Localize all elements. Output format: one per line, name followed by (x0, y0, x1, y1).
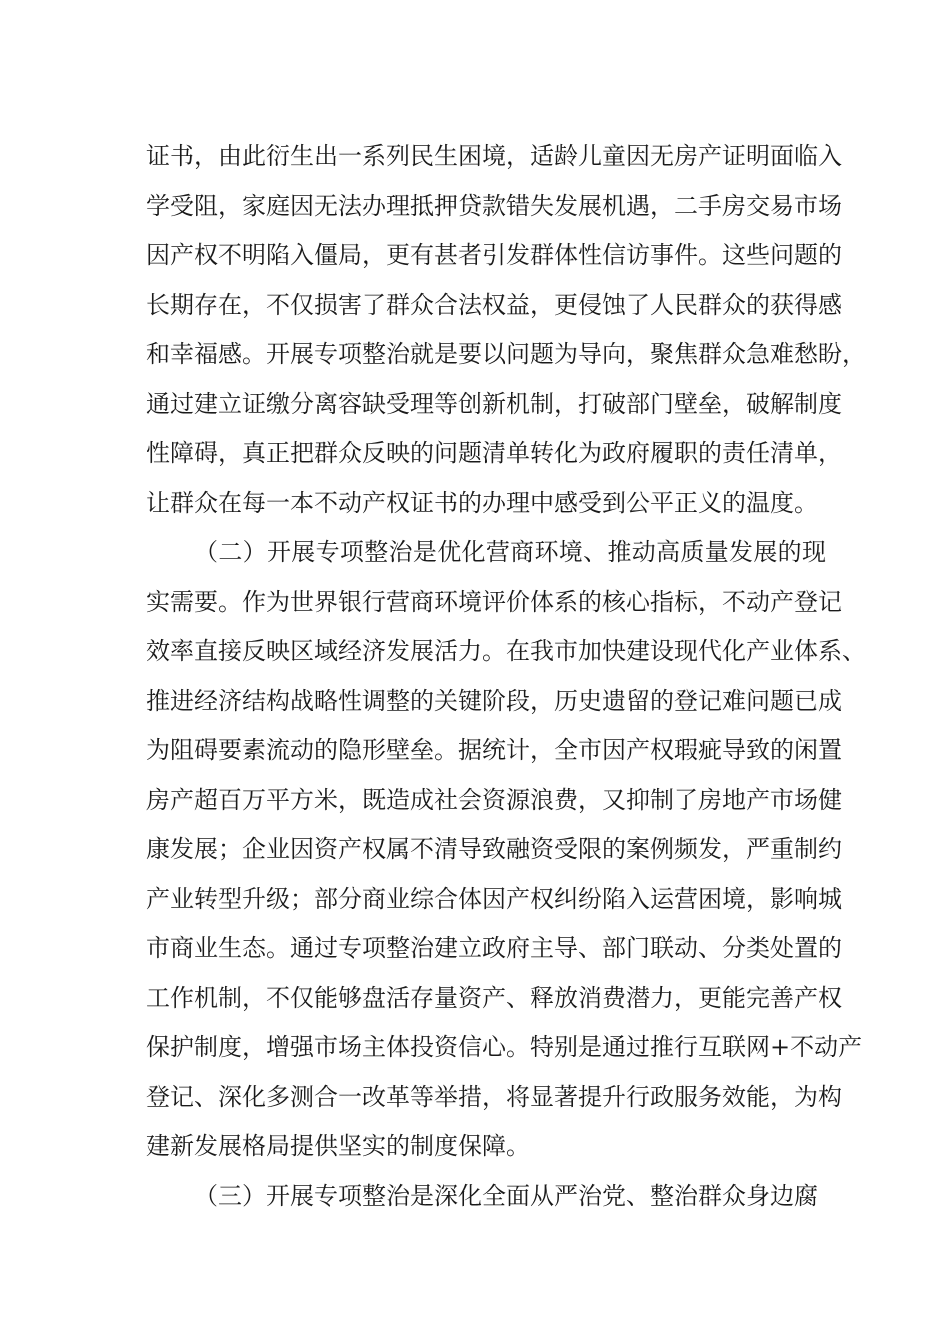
text-line: 性障碍，真正把群众反映的问题清单转化为政府履职的责任清单， (146, 439, 842, 467)
text-line: 学受阻，家庭因无法办理抵押贷款错失发展机遇，二手房交易市场 (146, 191, 842, 220)
text-line: 保护制度，增强市场主体投资信心。特别是通过推行互联网+不动产 (146, 1033, 863, 1061)
text-line: 建新发展格局提供坚实的制度保障。 (146, 1132, 530, 1160)
text-line: 实需要。作为世界银行营商环境评价体系的核心指标，不动产登记 (146, 587, 842, 616)
text-line: 因产权不明陷入僵局，更有甚者引发群体性信访事件。这些问题的 (146, 241, 842, 269)
text-line: 效率直接反映区域经济发展活力。在我市加快建设现代化产业体系、 (146, 637, 866, 665)
section-heading-line: （三）开展专项整治是深化全面从严治党、整治群众身边腐 (194, 1181, 818, 1210)
text-line: 通过建立证缴分离容缺受理等创新机制，打破部门壁垒，破解制度 (146, 389, 842, 418)
text-line: 长期存在，不仅损害了群众合法权益，更侵蚀了人民群众的获得感 (146, 290, 842, 319)
text-line: 证书，由此衍生出一系列民生困境，适龄儿童因无房产证明面临入 (146, 142, 842, 170)
section-heading-line: （二）开展专项整治是优化营商环境、推动高质量发展的现 (194, 538, 826, 566)
body-text (146, 132, 866, 1221)
text-line: 登记、深化多测合一改革等举措，将显著提升行政服务效能，为构 (146, 1082, 842, 1111)
text-line: 市商业生态。通过专项整治建立政府主导、部门联动、分类处置的 (146, 934, 842, 962)
text-line: 康发展；企业因资产权属不清导致融资受限的案例频发，严重制约 (146, 835, 842, 863)
text-line: 让群众在每一本不动产权证书的办理中感受到公平正义的温度。 (146, 488, 818, 517)
text-line: 为阻碍要素流动的隐形壁垒。据统计，全市因产权瑕疵导致的闲置 (146, 736, 842, 764)
text-line: 推进经济结构战略性调整的关键阶段，历史遗留的登记难问题已成 (146, 686, 842, 715)
text-line: 和幸福感。开展专项整治就是要以问题为导向，聚焦群众急难愁盼， (146, 340, 866, 368)
text-line: 工作机制，不仅能够盘活存量资产、释放消费潜力，更能完善产权 (146, 983, 842, 1012)
text-line: 房产超百万平方米，既造成社会资源浪费，又抑制了房地产市场健 (146, 785, 842, 814)
text-line: 产业转型升级；部分商业综合体因产权纠纷陷入运营困境，影响城 (146, 884, 842, 913)
